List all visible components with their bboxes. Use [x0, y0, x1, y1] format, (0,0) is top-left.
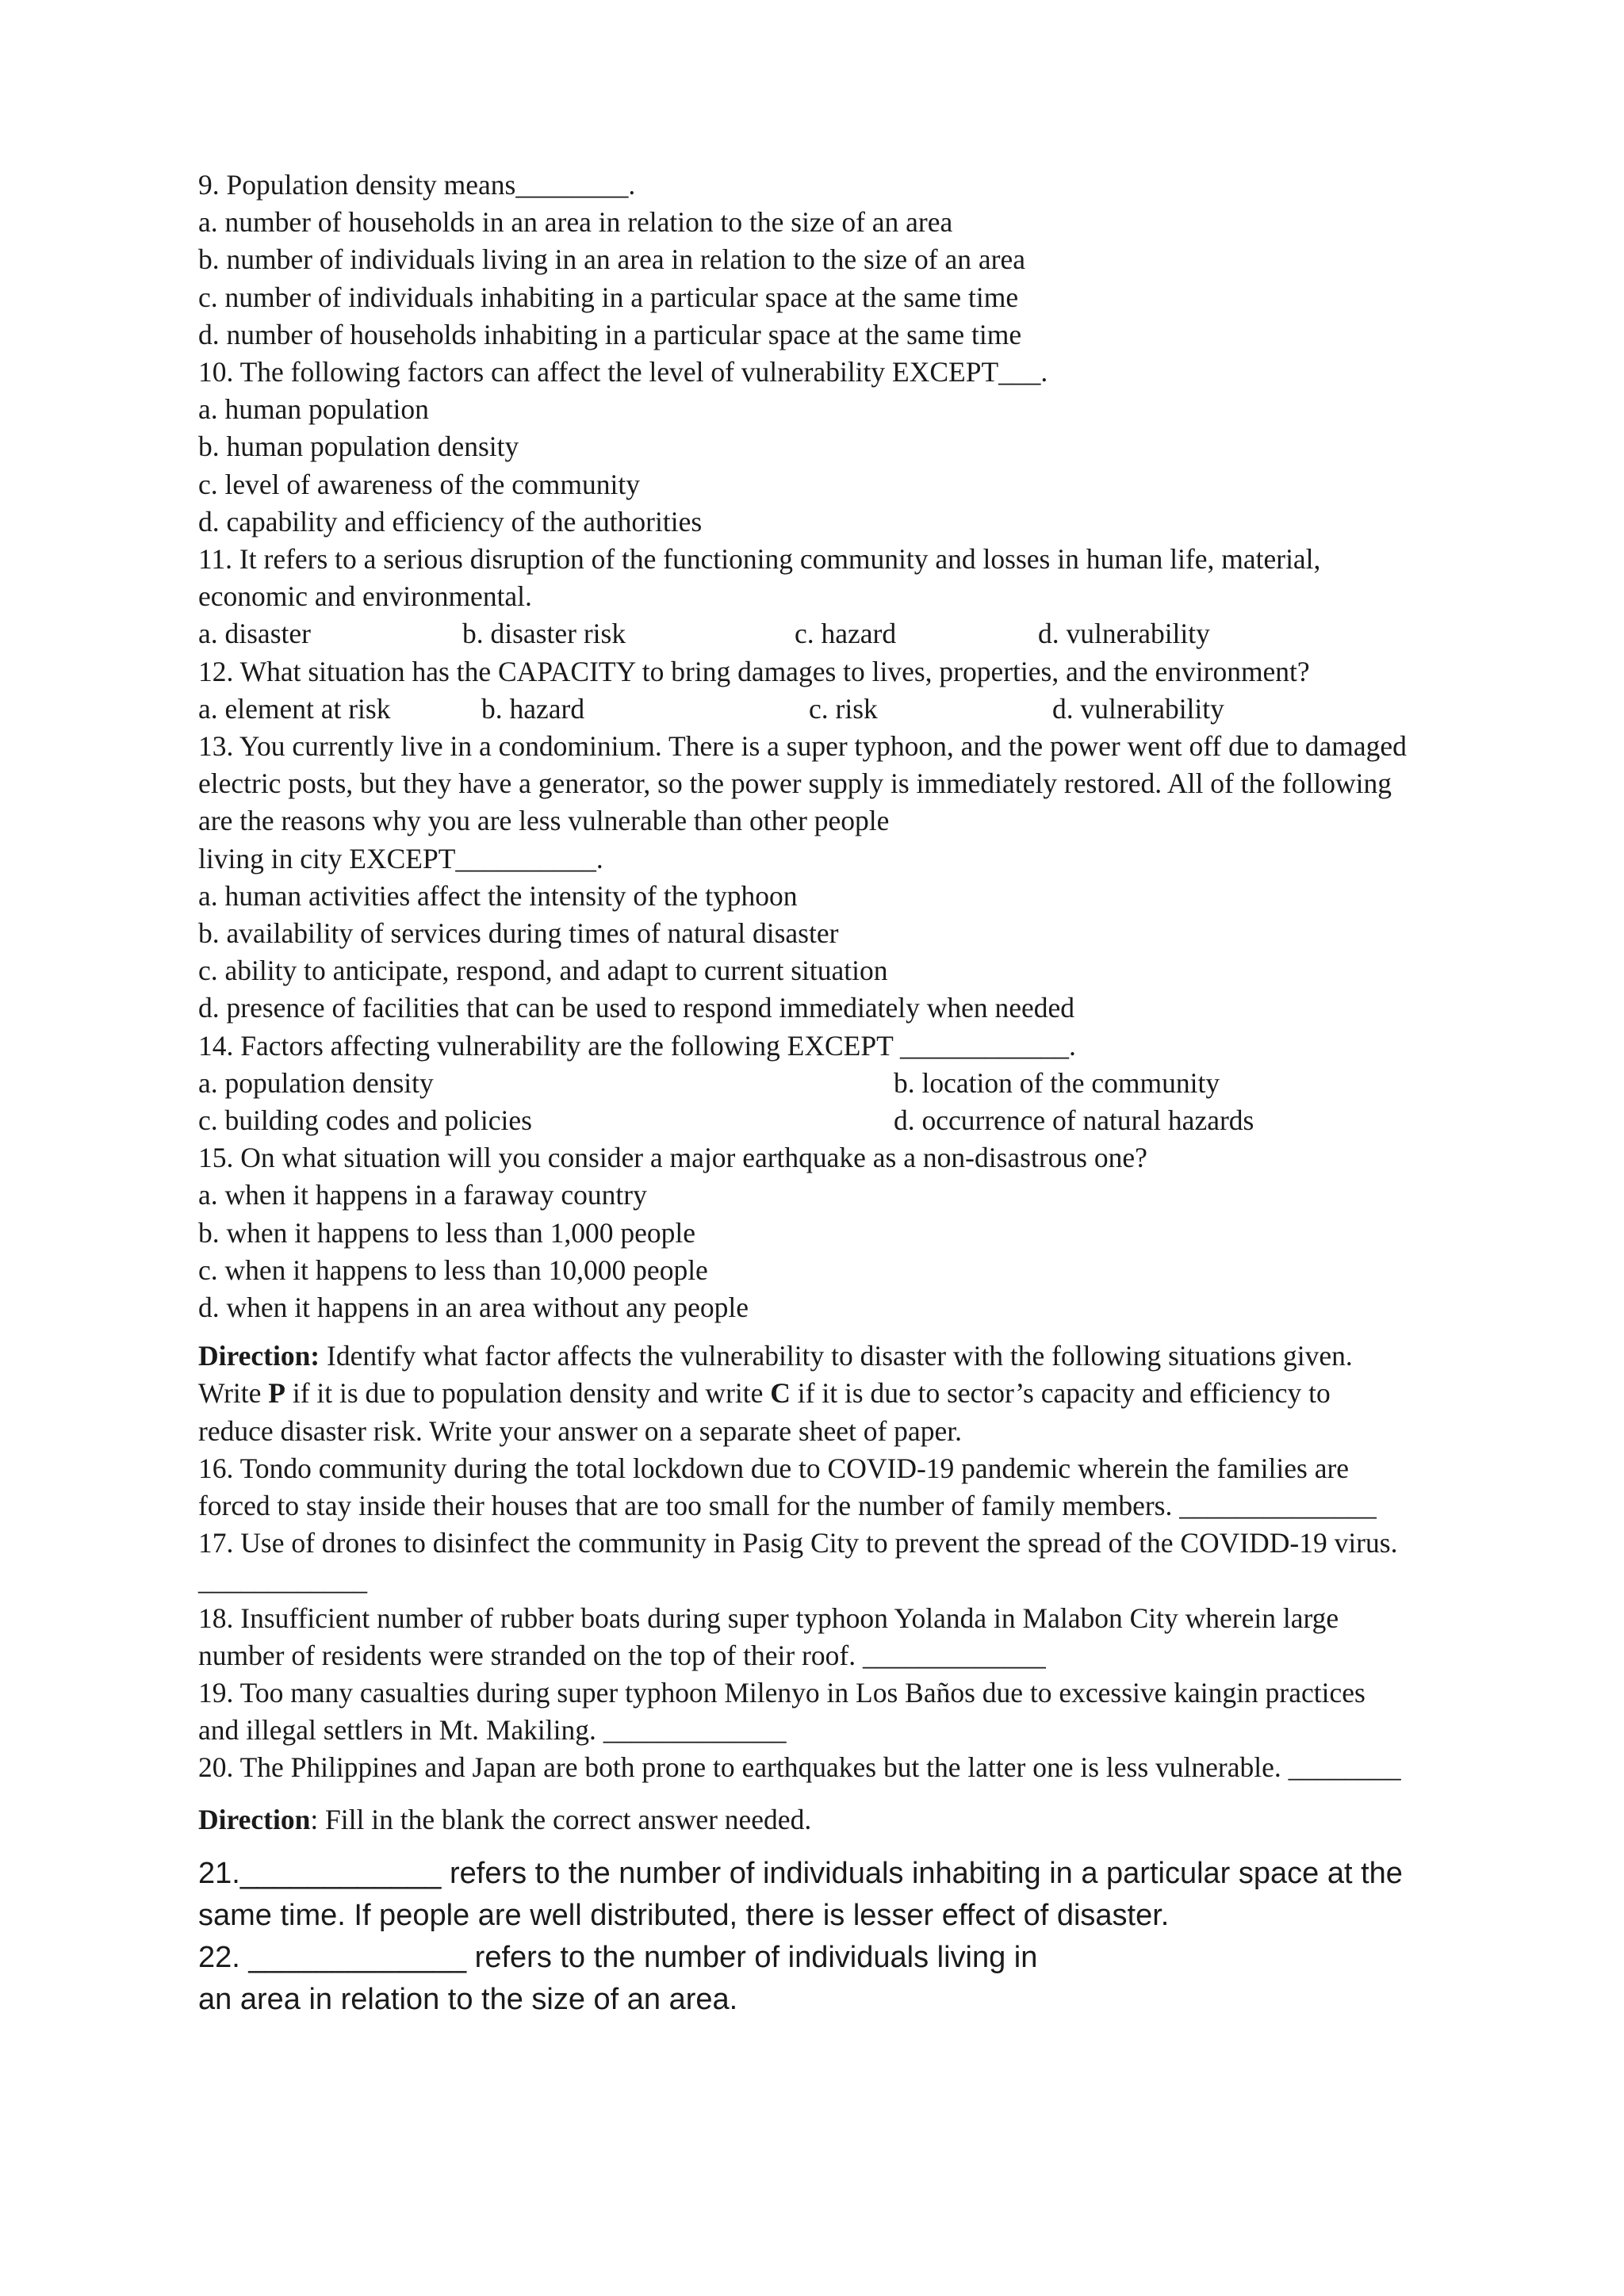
- question-14-choice-b: b. location of the community: [894, 1066, 1220, 1099]
- question-9-choice-c: c. number of individuals inhabiting in a particular space at the same time: [198, 281, 1019, 313]
- direction-1-text-2a: Write: [198, 1377, 269, 1410]
- question-12-choices: [198, 691, 1522, 728]
- question-13-choice-c: c. ability to anticipate, respond, and adapt to current situation: [198, 955, 888, 987]
- question-15-stem: 15. On what situation will you consider a major earthquake as a non-disastrous one?: [198, 1142, 1147, 1174]
- direction-1-text-1: Identify what factor affects the vulnerability to disaster with the following situations given.: [320, 1340, 1353, 1372]
- question-15-choice-c: c. when it happens to less than 10,000 people: [198, 1253, 708, 1286]
- question-14-choice-a: a. population density: [198, 1066, 434, 1099]
- worksheet-page: [198, 166, 1522, 2021]
- direction-2-label: Direction: [198, 1803, 311, 1835]
- item-20: 20. The Philippines and Japan are both prone to earthquakes but the latter one is less vulnerable. ________: [198, 1751, 1401, 1784]
- question-11-choice-d: d. vulnerability: [1038, 618, 1210, 650]
- question-12-choice-b: b. hazard: [481, 692, 585, 725]
- item-17-line-2: ____________: [198, 1564, 367, 1597]
- question-13-stem-line-1: 13. You currently live in a condominium. There is a super typhoon, and the power went off due to damaged: [198, 730, 1407, 763]
- item-19-line-1: 19. Too many casualties during super typhoon Milenyo in Los Baños due to excessive kaingin practices: [198, 1677, 1365, 1709]
- item-21-line-1: 21.____________ refers to the number of individuals inhabiting in a particular space at the: [198, 1856, 1403, 1890]
- question-10-choice-c: c. level of awareness of the community: [198, 468, 640, 500]
- item-19-line-2: and illegal settlers in Mt. Makiling. _____________: [198, 1714, 787, 1747]
- direction-2: [198, 1801, 1522, 1839]
- direction-1-c-letter: C: [770, 1377, 791, 1410]
- item-22-line-2: an area in relation to the size of an area.: [198, 1982, 738, 2016]
- question-10-choice-a: a. human population: [198, 393, 429, 426]
- item-16-line-2: forced to stay inside their houses that are too small for the number of family members. ______________: [198, 1490, 1377, 1522]
- question-14-choice-d: d. occurrence of natural hazards: [894, 1104, 1254, 1137]
- question-11-choices: [198, 615, 1522, 652]
- question-13-choice-d: d. presence of facilities that can be used to respond immediately when needed: [198, 992, 1075, 1024]
- question-13-choice-a: a. human activities affect the intensity of the typhoon: [198, 879, 798, 912]
- question-15-choice-d: d. when it happens in an area without any people: [198, 1292, 749, 1324]
- item-22-line-1: 22. _____________ refers to the number of individuals living in: [198, 1940, 1038, 1974]
- question-9-choice-b: b. number of individuals living in an area in relation to the size of an area: [198, 243, 1025, 276]
- item-18-line-2: number of residents were stranded on the top of their roof. _____________: [198, 1639, 1046, 1671]
- direction-1-line-2: [198, 1375, 1522, 1412]
- question-9-choice-a: a. number of households in an area in relation to the size of an area: [198, 206, 953, 239]
- question-11-choice-b: b. disaster risk: [462, 618, 626, 650]
- question-11-stem-line-2: economic and environmental.: [198, 580, 532, 613]
- question-10-choice-b: b. human population density: [198, 430, 519, 463]
- question-9-stem: 9. Population density means________.: [198, 169, 636, 201]
- question-14-stem: 14. Factors affecting vulnerability are the following EXCEPT ____________.: [198, 1029, 1076, 1062]
- question-9-choice-d: d. number of households inhabiting in a particular space at the same time: [198, 318, 1022, 350]
- fill-in-section: [198, 1853, 1522, 2021]
- item-21-line-2: same time. If people are well distributed, there is lesser effect of disaster.: [198, 1898, 1170, 1932]
- item-18-line-1: 18. Insufficient number of rubber boats during super typhoon Yolanda in Malabon City wherein large: [198, 1601, 1339, 1634]
- direction-1-line-3: reduce disaster risk. Write your answer on a separate sheet of paper.: [198, 1414, 962, 1447]
- question-15-choice-b: b. when it happens to less than 1,000 people: [198, 1216, 696, 1249]
- question-11-stem-line-1: 11. It refers to a serious disruption of the functioning community and losses in human life, material,: [198, 543, 1321, 576]
- direction-1-label: Direction:: [198, 1340, 320, 1372]
- item-17-line-1: 17. Use of drones to disinfect the community in Pasig City to prevent the spread of the COVIDD-19 virus.: [198, 1527, 1398, 1559]
- question-14-choices-row-2: [198, 1102, 1522, 1139]
- question-13-choice-b: b. availability of services during times of natural disaster: [198, 917, 839, 950]
- question-14-choice-c: c. building codes and policies: [198, 1104, 532, 1137]
- question-12-choice-d: d. vulnerability: [1052, 692, 1224, 725]
- item-16-line-1: 16. Tondo community during the total lockdown due to COVID-19 pandemic wherein the families are: [198, 1452, 1350, 1484]
- question-10-stem: 10. The following factors can affect the level of vulnerability EXCEPT___.: [198, 356, 1048, 388]
- question-13-stem-line-4: living in city EXCEPT__________.: [198, 842, 603, 874]
- question-10-choice-d: d. capability and efficiency of the authorities: [198, 505, 703, 538]
- direction-1-text-2c: if it is due to sector’s capacity and efficiency to: [790, 1377, 1331, 1410]
- direction-1-p-letter: P: [268, 1377, 285, 1410]
- direction-2-text: : Fill in the blank the correct answer needed.: [310, 1803, 812, 1835]
- question-13-stem-line-3: are the reasons why you are less vulnerable than other people: [198, 805, 890, 837]
- question-12-stem: 12. What situation has the CAPACITY to bring damages to lives, properties, and the environment?: [198, 655, 1310, 687]
- question-15-choice-a: a. when it happens in a faraway country: [198, 1179, 647, 1211]
- question-11-choice-a: a. disaster: [198, 618, 311, 650]
- direction-1-text-2b: if it is due to population density and write: [285, 1377, 771, 1410]
- question-12-choice-a: a. element at risk: [198, 692, 391, 725]
- question-11-choice-c: c. hazard: [795, 618, 897, 650]
- direction-1-line-1: [198, 1337, 1522, 1375]
- question-14-choices-row-1: [198, 1065, 1522, 1102]
- question-12-choice-c: c. risk: [809, 692, 878, 725]
- question-13-stem-line-2: electric posts, but they have a generator, so the power supply is immediately restored. All of the following: [198, 767, 1392, 800]
